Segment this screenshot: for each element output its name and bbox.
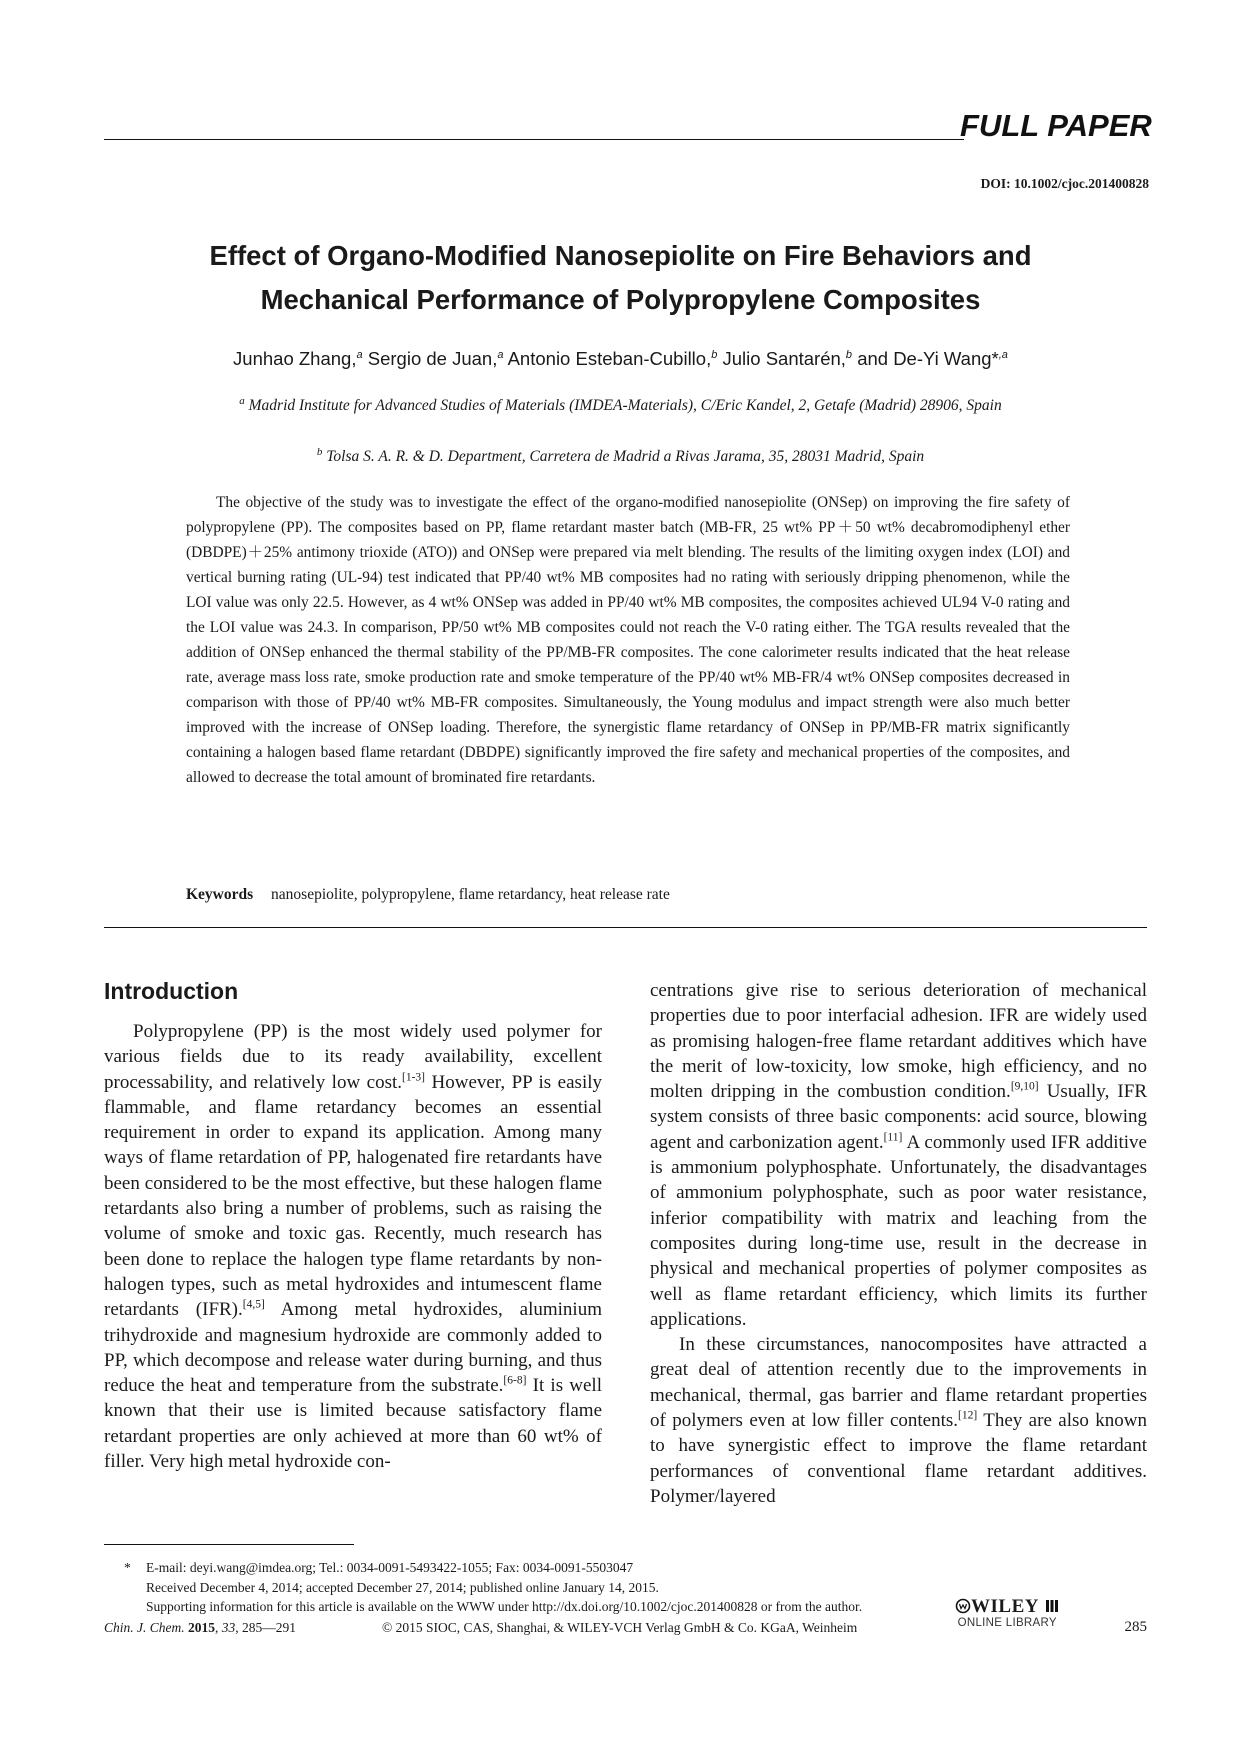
paragraph	[650, 1332, 1147, 1509]
header-rule	[104, 139, 964, 140]
keywords	[186, 886, 670, 904]
journal-year: 2015	[188, 1620, 215, 1635]
keywords-label: Keywords	[186, 886, 254, 903]
citation[interactable]: [11]	[883, 1131, 903, 1144]
body-text: It is well known that their use is limited because satisfactory flame retardant properties are only achieved at more than 60 wt% of filler. Very high metal hydroxide con-	[104, 1375, 602, 1473]
footnote-contact[interactable]: E-mail: deyi.wang@imdea.org; Tel.: 0034-0091-5493422-1055; Fax: 0034-0091-5503047	[146, 1560, 634, 1575]
citation[interactable]: [12]	[958, 1409, 978, 1422]
publisher-brand-text: WILEY	[971, 1596, 1039, 1617]
body-text: However, PP is easily flammable, and flame retardancy becomes an essential requirement in order to expand its application. Among many ways of flame retardation of PP, halogenated fire retardants have been considered to be the most effective, but these halogen flame retardants also bring a number of problems, such as raising the volume of smoke and toxic gas. Recently, much research has been done to replace the halogen type flame retardants by non-halogen types, such as metal hydroxides and intumescent flame retardants (IFR).	[104, 1071, 602, 1321]
citation[interactable]: [6-8]	[503, 1374, 527, 1387]
publisher-brand	[955, 1596, 1060, 1618]
title-line-2: Mechanical Performance of Polypropylene Composites	[260, 284, 981, 315]
affiliation-mark: b	[316, 446, 323, 458]
author: and De-Yi Wang*	[857, 348, 999, 369]
author: Julio Santarén,	[722, 348, 846, 369]
affiliation-mark: a	[239, 395, 245, 407]
journal-citation: Chin. J. Chem. 2015, 33, 285—291	[104, 1620, 296, 1635]
author-list	[104, 348, 1137, 370]
footnote-rule	[104, 1544, 354, 1545]
affiliation-a	[150, 388, 1091, 419]
author-affiliation-mark: b	[711, 348, 718, 361]
publisher-logo[interactable]	[955, 1596, 1060, 1629]
footnote-mark: *	[124, 1560, 131, 1575]
keywords-text: nanosepiolite, polypropylene, flame retardancy, heat release rate	[271, 886, 670, 903]
author-affiliation-mark: ,a	[998, 348, 1008, 361]
body-text: Usually, IFR system consists of three basic components: acid source, blowing agent and carbonization agent.	[650, 1081, 1147, 1153]
author: Sergio de Juan,	[367, 348, 498, 369]
author-affiliation-mark: b	[845, 348, 853, 361]
footnote-supporting-info[interactable]: Supporting information for this article is available on the WWW under http://dx.doi.org/10.1002/cjoc.201400828 or from the author.	[146, 1599, 863, 1614]
paragraph	[650, 978, 1147, 1332]
body-text: Polypropylene (PP) is the most widely used polymer for various fields due to its ready availability, excellent processability, and relatively low cost.	[104, 1021, 602, 1093]
journal-name: Chin. J. Chem.	[104, 1620, 185, 1635]
section-divider	[104, 927, 1147, 928]
page-number: 285	[1124, 1619, 1147, 1635]
footnote	[124, 1558, 862, 1617]
citation[interactable]: [1-3]	[402, 1071, 426, 1084]
body-text: Among metal hydroxides, aluminium trihydroxide and magnesium hydroxide are commonly added to PP, which decompose and release water during burning, and thus reduce the heat and temperature from the substrate.	[104, 1299, 602, 1397]
section-label: FULL PAPER	[960, 108, 1152, 143]
abstract: The objective of the study was to investigate the effect of the organo-modified nanosepiolite (ONSep) on improving the fire safety of polypropylene (PP). The composites based on PP, flame retardant master batch (MB-FR, 25 wt% PP＋50 wt% decabromodiphenyl ether (DBDPE)＋25% antimony trioxide (ATO)) and ONSep were prepared via melt blending. The results of the limiting oxygen index (LOI) and vertical burning rating (UL-94) test indicated that PP/40 wt% MB composites had no rating with seriously dripping phenomenon, while the LOI value was only 22.5. However, as 4 wt% ONSep was added in PP/40 wt% MB composites, the composites achieved UL94 V-0 rating and the LOI value was 24.3. In comparison, PP/50 wt% MB composites could not reach the V-0 rating either. The TGA results revealed that the addition of ONSep enhanced the thermal stability of the PP/MB-FR composites. The cone calorimeter results indicated that the heat release rate, average mass loss rate, smoke production rate and smoke temperature of the PP/40 wt% MB-FR/4 wt% ONSep composites decreased in comparison with those of PP/40 wt% MB-FR composites. Simultaneously, the Young modulus and impact strength were also much better improved with the increase of ONSep loading. Therefore, the synergistic flame retardancy of ONSep in PP/MB-FR matrix significantly containing a halogen based flame retardant (DBDPE) significantly improved the fire safety and mechanical properties of the composites, and allowed to decrease the total amount of brominated fire retardants.	[186, 494, 1070, 786]
citation[interactable]: [4,5]	[242, 1298, 265, 1311]
title-line-1: Effect of Organo-Modified Nanosepiolite on Fire Behaviors and	[209, 240, 1032, 271]
journal-volume: 33	[221, 1620, 236, 1635]
body-column-left	[104, 1019, 602, 1474]
publisher-sub: ONLINE LIBRARY	[957, 1617, 1057, 1629]
body-column-right	[650, 978, 1147, 1509]
author-affiliation-mark: a	[497, 348, 504, 361]
author: Junhao Zhang,	[233, 348, 357, 369]
paper-title	[104, 234, 1137, 322]
journal-pages: , 285—291	[235, 1620, 296, 1635]
paragraph	[104, 1019, 602, 1474]
wiley-seal-icon	[955, 1598, 971, 1614]
author-affiliation-mark: a	[356, 348, 363, 361]
body-text: In these circumstances, nanocomposites have attracted a great deal of attention recently due to the improvements in mechanical, thermal, gas barrier and flame retardant properties of polymers even at low filler contents.	[650, 1334, 1147, 1432]
affiliation-text: Tolsa S. A. R. & D. Department, Carretera de Madrid a Rivas Jarama, 35, 28031 Madrid, Spain	[326, 448, 925, 466]
section-heading-introduction: Introduction	[104, 978, 239, 1004]
affiliation-text: Madrid Institute for Advanced Studies of Materials (IMDEA-Materials), C/Eric Kandel, 2, Getafe (Madrid) 28906, Spain	[248, 397, 1002, 415]
author: Antonio Esteban-Cubillo,	[507, 348, 712, 369]
citation[interactable]: [9,10]	[1010, 1080, 1039, 1093]
body-text: They are also known to have synergistic effect to improve the flame retardant performances of conventional flame retardant additives. Polymer/layered	[650, 1410, 1148, 1507]
footnote-dates: Received December 4, 2014; accepted December 27, 2014; published online January 14, 2015.	[146, 1579, 659, 1595]
body-text: A commonly used IFR additive is ammonium polyphosphate. Unfortunately, the disadvantages of ammonium polyphosphate, such as poor water resistance, inferior compatibility with matrix and leaching from the composites during long-time use, result in the decrease in physical and mechanical properties of polymer composites as well as flame retardant efficiency, which limits its further applications.	[650, 1131, 1147, 1330]
copyright-notice: © 2015 SIOC, CAS, Shanghai, & WILEY-VCH Verlag GmbH & Co. KGaA, Weinheim	[382, 1620, 858, 1635]
book-icon	[1044, 1598, 1060, 1614]
body-text: centrations give rise to serious deterioration of mechanical properties due to poor interfacial adhesion. IFR are widely used as promising halogen-free flame retardant additives which have the merit of low-toxicity, low smoke, high efficiency, and no molten dripping in the combustion condition.	[650, 980, 1147, 1103]
doi[interactable]: DOI: 10.1002/cjoc.201400828	[980, 176, 1149, 191]
affiliation-b	[150, 439, 1091, 470]
